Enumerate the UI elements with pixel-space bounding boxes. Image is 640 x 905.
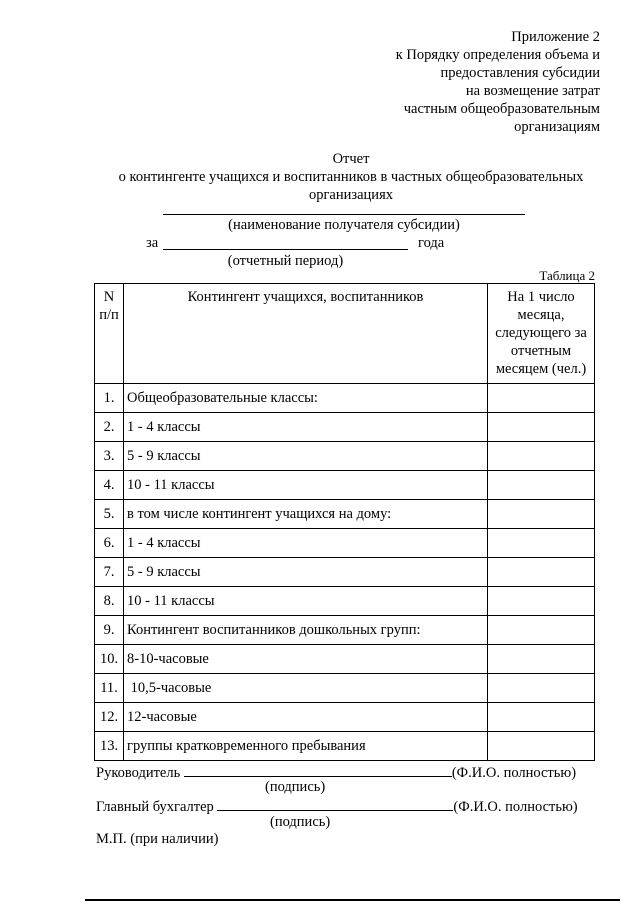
row-num: 6.: [95, 529, 124, 558]
row-num: 11.: [95, 674, 124, 703]
head-fio-label: (Ф.И.О. полностью): [451, 765, 577, 781]
report-title: [96, 150, 606, 204]
recipient-name-line[interactable]: [163, 200, 525, 215]
table-row: [95, 529, 595, 558]
period-prefix: за: [146, 235, 159, 251]
appendix-line: организациям: [514, 119, 600, 135]
row-name: 8-10-часовые: [124, 645, 488, 674]
appendix-line: к Порядку определения объема и: [395, 47, 600, 63]
row-num: 13.: [95, 732, 124, 761]
row-name: 1 - 4 классы: [124, 529, 488, 558]
row-name: 10 - 11 классы: [124, 587, 488, 616]
table-row: [95, 732, 595, 761]
row-value-cell[interactable]: [488, 645, 595, 674]
head-sign-caption: (подпись): [265, 779, 326, 795]
table-row: [95, 413, 595, 442]
row-name: группы кратковременного пребывания: [124, 732, 488, 761]
appendix-line: Приложение 2: [511, 29, 600, 45]
head-label: Руководитель: [96, 765, 181, 781]
table-row: [95, 703, 595, 732]
period-suffix: года: [418, 235, 445, 251]
stamp-note: М.П. (при наличии): [96, 831, 219, 847]
accountant-label: Главный бухгалтер: [96, 799, 214, 815]
row-value-cell[interactable]: [488, 442, 595, 471]
title-line-3: организациях: [308, 187, 393, 203]
table-row: [95, 616, 595, 645]
appendix-line: частным общеобразовательным: [403, 101, 600, 117]
row-value-cell[interactable]: [488, 529, 595, 558]
head-signature-line: [96, 762, 576, 782]
recipient-caption: (наименование получателя субсидии): [228, 217, 460, 233]
row-value-cell[interactable]: [488, 413, 595, 442]
period-caption: (отчетный период): [227, 253, 344, 269]
table-header-row: [95, 284, 595, 384]
row-value-cell[interactable]: [488, 587, 595, 616]
row-num: 7.: [95, 558, 124, 587]
row-value-cell[interactable]: [488, 732, 595, 761]
header-num: N п/п: [95, 284, 124, 384]
row-num: 10.: [95, 645, 124, 674]
footer-divider: [85, 899, 620, 901]
row-num: 2.: [95, 413, 124, 442]
row-name: Общеобразовательные классы:: [124, 384, 488, 413]
accountant-signature-line: [96, 796, 578, 816]
row-value-cell[interactable]: [488, 558, 595, 587]
row-value-cell[interactable]: [488, 703, 595, 732]
period-input-line[interactable]: [163, 234, 408, 250]
title-line-1: Отчет: [332, 151, 370, 167]
table-row: [95, 442, 595, 471]
title-line-2: о контингенте учащихся и воспитанников в частных общеобразовательных: [118, 169, 584, 185]
row-name: в том числе контингент учащихся на дому:: [124, 500, 488, 529]
row-value-cell[interactable]: [488, 674, 595, 703]
row-num: 4.: [95, 471, 124, 500]
table-row: [95, 558, 595, 587]
row-value-cell[interactable]: [488, 471, 595, 500]
row-value-cell[interactable]: [488, 384, 595, 413]
accountant-sign-caption: (подпись): [270, 814, 331, 830]
table-row: [95, 645, 595, 674]
accountant-fio-label: (Ф.И.О. полностью): [453, 799, 578, 815]
head-signature-field[interactable]: [184, 762, 452, 777]
row-num: 8.: [95, 587, 124, 616]
row-value-cell[interactable]: [488, 616, 595, 645]
header-contingent: Контингент учащихся, воспитанников: [124, 284, 488, 384]
appendix-line: предоставления субсидии: [440, 65, 600, 81]
row-num: 9.: [95, 616, 124, 645]
row-num: 1.: [95, 384, 124, 413]
table-row: [95, 674, 595, 703]
table-row: [95, 500, 595, 529]
row-name: Контингент воспитанников дошкольных групп:: [124, 616, 488, 645]
accountant-signature-field[interactable]: [217, 796, 453, 811]
row-name: 5 - 9 классы: [124, 442, 488, 471]
appendix-note: [240, 28, 600, 136]
row-name: 10 - 11 классы: [124, 471, 488, 500]
row-num: 12.: [95, 703, 124, 732]
row-num: 3.: [95, 442, 124, 471]
table-row: [95, 471, 595, 500]
header-count: На 1 число месяца, следующего за отчетным месяцем (чел.): [488, 284, 595, 384]
table-label: Таблица 2: [539, 268, 595, 283]
row-name: 10,5-часовые: [124, 674, 488, 703]
row-name: 1 - 4 классы: [124, 413, 488, 442]
appendix-line: на возмещение затрат: [465, 83, 600, 99]
row-num: 5.: [95, 500, 124, 529]
table-row: [95, 384, 595, 413]
table-row: [95, 587, 595, 616]
contingent-table: [94, 283, 595, 761]
row-name: 5 - 9 классы: [124, 558, 488, 587]
row-name: 12-часовые: [124, 703, 488, 732]
row-value-cell[interactable]: [488, 500, 595, 529]
